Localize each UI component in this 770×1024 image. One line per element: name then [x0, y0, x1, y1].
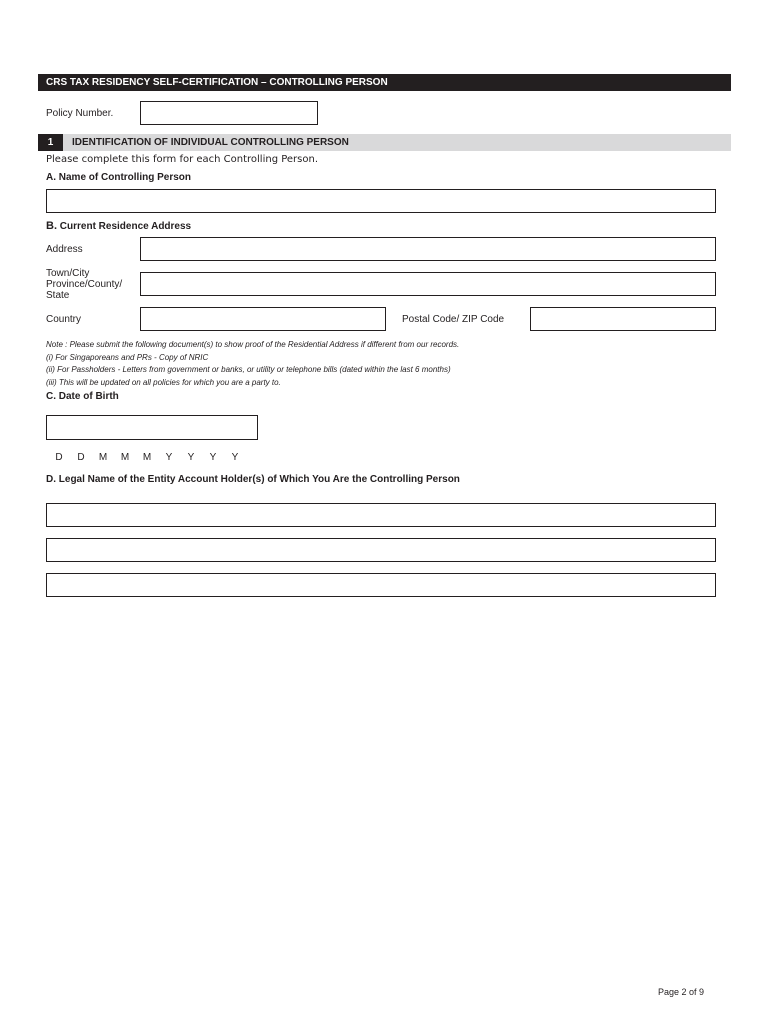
dob-heading: C. Date of Birth: [46, 391, 119, 402]
address-field[interactable]: [140, 237, 716, 261]
note-line: Note : Please submit the following document(s) to show proof of the Residential Address if different from our records.: [46, 340, 460, 349]
dob-format-labels: [48, 452, 246, 463]
dob-format-letter: D: [55, 452, 63, 463]
town-label-line1: Town/City: [46, 268, 90, 279]
town-province-state-field[interactable]: [140, 272, 716, 296]
dob-format-letter: Y: [187, 452, 195, 463]
note-line: (iii) This will be updated on all policies for which you are a party to.: [46, 377, 281, 387]
dob-format-letter: Y: [209, 452, 217, 463]
entity-name-heading: D. Legal Name of the Entity Account Holder(s) of Which You Are the Controlling Person: [46, 474, 460, 485]
town-label-line2: Province/County/: [46, 279, 123, 290]
dob-format-letter: M: [142, 452, 152, 463]
section-title: IDENTIFICATION OF INDIVIDUAL CONTROLLING PERSON: [72, 137, 349, 148]
form-title: CRS TAX RESIDENCY SELF-CERTIFICATION – CONTROLLING PERSON: [38, 74, 731, 91]
address-label: Address: [46, 244, 83, 255]
address-heading-letter: B.: [46, 220, 57, 232]
note-line: (ii) For Passholders - Letters from government or banks, or utility or telephone bills (dated within the last 6 months): [46, 365, 451, 374]
dob-field[interactable]: [46, 415, 258, 440]
entity-name-field-1[interactable]: [46, 503, 716, 527]
page-number: Page 2 of 9: [658, 987, 705, 997]
proof-note: [46, 339, 459, 389]
dob-format-letter: D: [77, 452, 85, 463]
country-label: Country: [46, 314, 82, 325]
address-heading-text: Current Residence Address: [59, 221, 192, 232]
dob-format-letter: Y: [231, 452, 239, 463]
dob-format-letter: M: [98, 452, 108, 463]
section-number: 1: [38, 134, 63, 151]
dob-format-letter: Y: [165, 452, 173, 463]
postal-code-label: Postal Code/ ZIP Code: [402, 314, 505, 325]
dob-format-letter: M: [120, 452, 130, 463]
postal-code-field[interactable]: [530, 307, 716, 331]
policy-number-label: Policy Number.: [46, 108, 114, 119]
controlling-person-name-field[interactable]: [46, 189, 716, 213]
entity-name-field-2[interactable]: [46, 538, 716, 562]
note-line: (i) For Singaporeans and PRs - Copy of NRIC: [46, 352, 209, 362]
country-field[interactable]: [140, 307, 386, 331]
name-heading: A. Name of Controlling Person: [46, 172, 192, 183]
town-label-line3: State: [46, 290, 70, 301]
section-instructions: Please complete this form for each Controlling Person.: [46, 154, 319, 165]
address-heading: [46, 220, 191, 232]
entity-name-field-3[interactable]: [46, 573, 716, 597]
policy-number-field[interactable]: [140, 101, 318, 125]
